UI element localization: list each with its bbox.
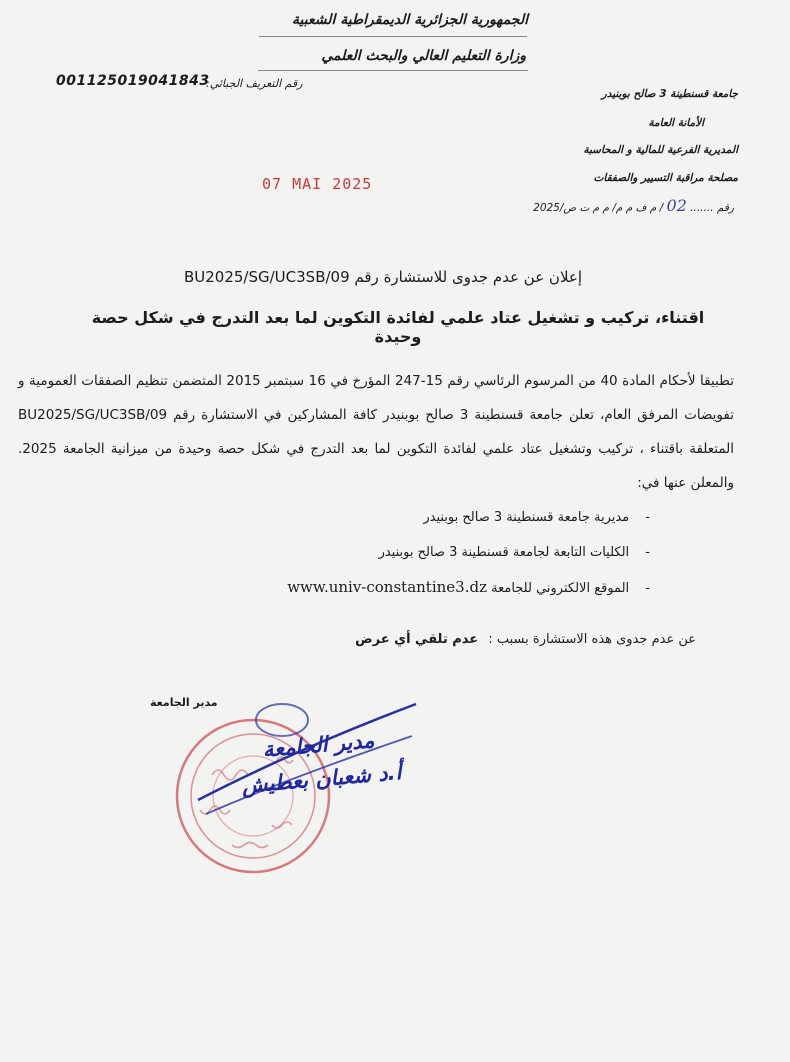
reference-prefix: رقم .......	[690, 202, 734, 214]
header-ministry: وزارة التعليم العالي والبحث العلمي	[321, 48, 526, 64]
list-bullet: -	[645, 510, 650, 525]
reason-line	[355, 632, 696, 647]
nif-label: رقم التعريف الجبائي:	[206, 77, 303, 90]
signatory-title: مدير الجامعة	[150, 696, 218, 709]
list-item-text: الموقع الالكتروني للجامعة	[491, 581, 630, 596]
announcement-subject: اقتناء، تركيب و تشغيل عتاد علمي لفائدة التكوين لما بعد التدرج في شكل حصة وحيدة	[91, 308, 705, 346]
sender-service: مصلحة مراقبة التسيير والصفقات	[593, 172, 738, 184]
handwritten-name: أ.د شعبان بعطيش	[240, 760, 403, 798]
body-paragraph: تطبيقا لأحكام المادة 40 من المرسوم الرئاسي رقم 15-247 المؤرخ في 16 سبتمبر 2015 المتضمن تنظيم الصفقات العمومية و تفويضات المرفق العام، تعلن جامعة قسنطينة 3 صالح بوبنيدر كافة المشاركين في الاستشارة رقم BU2025/SG/UC3SB/09 المتعلقة باقتناء ، تركيب وتشغيل عتاد علمي لفائدة التكوين لما بعد التدرج في شكل حصة وحيدة من ميزانية الجامعة 2025. والمعلن عنها في:	[18, 373, 734, 491]
announcement-title: إعلان عن عدم جدوى للاستشارة رقم BU2025/SG/UC3SB/09	[183, 268, 583, 286]
handwritten-title: مدير الجامعة	[261, 728, 376, 762]
list-item-text: مديرية جامعة قسنطينة 3 صالح بوبنيدر	[423, 510, 630, 525]
sender-secretariat: الأمانة العامة	[648, 117, 704, 129]
list-item	[287, 535, 650, 570]
list-item	[287, 500, 650, 535]
list-item	[287, 570, 650, 605]
reference-handwritten: 02	[666, 196, 687, 215]
header-republic: الجمهورية الجزائرية الديمقراطية الشعبية	[291, 12, 528, 28]
publication-list	[287, 500, 650, 605]
website-url[interactable]: www.univ-constantine3.dz	[287, 578, 487, 596]
date-stamp: 07 MAI 2025	[262, 175, 373, 193]
list-item-text: الكليات التابعة لجامعة قسنطينة 3 صالح بوبنيدر	[378, 545, 630, 560]
header-rule	[258, 70, 528, 71]
reference-number	[533, 196, 734, 215]
reference-suffix: / م ف م م/ م م ت ص/2025	[533, 202, 664, 214]
list-bullet: -	[645, 545, 650, 560]
sender-university: جامعة قسنطينة 3 صالح بوبنيدر	[601, 88, 738, 100]
list-bullet: -	[645, 581, 650, 596]
header-rule	[259, 36, 527, 37]
sender-subdirectorate: المديرية الفرعية للمالية و المحاسبة	[583, 144, 738, 156]
nif-number: 001125019041843	[56, 73, 210, 89]
reason-label: عن عدم جدوى هذه الاستشارة بسبب :	[488, 632, 696, 647]
reason-value: عدم تلقي أي عرض	[355, 632, 479, 647]
